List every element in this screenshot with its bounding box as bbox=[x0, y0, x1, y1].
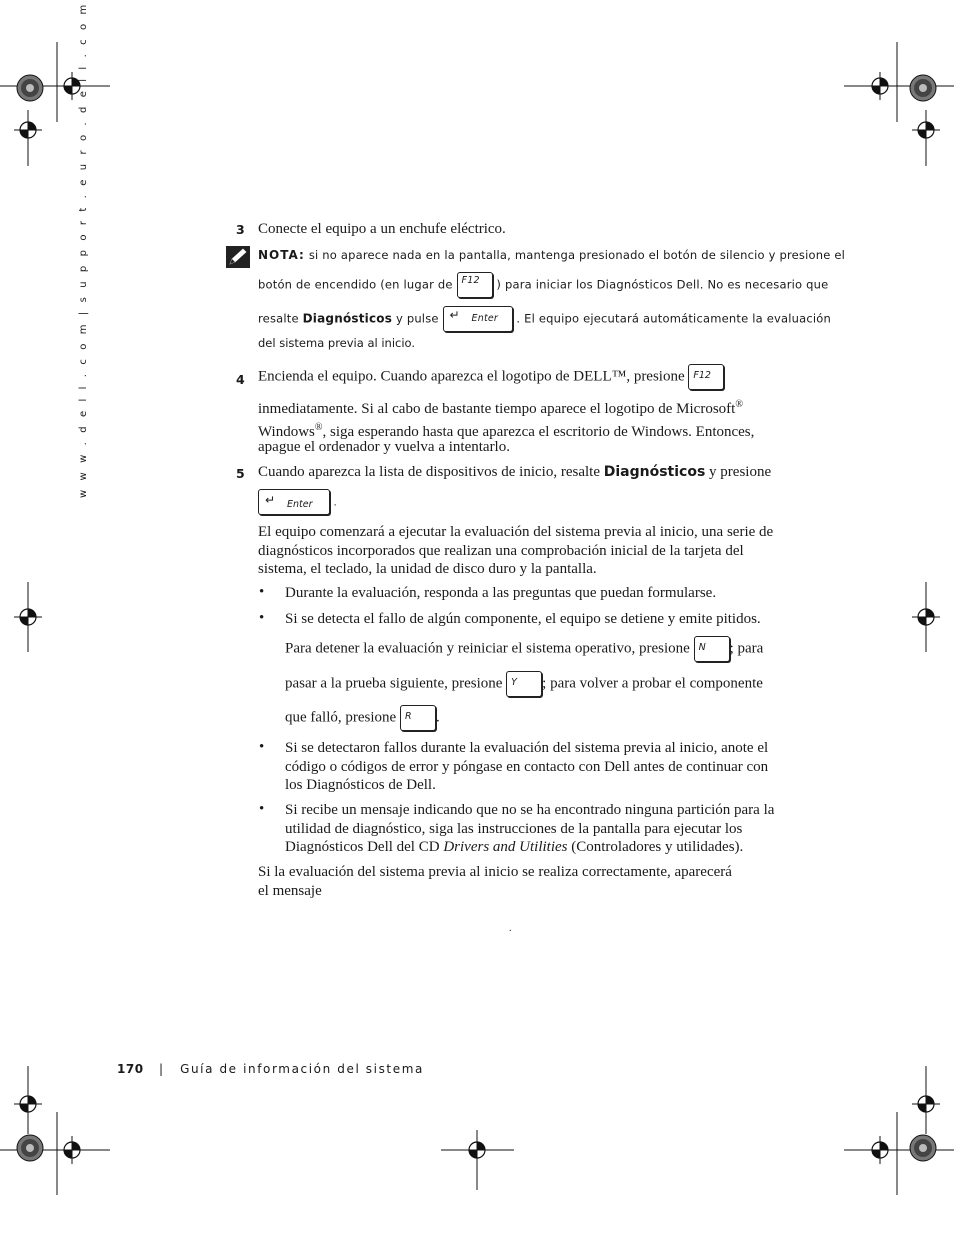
f12-key-icon: F12 bbox=[457, 272, 493, 298]
step-text: Conecte el equipo a un enchufe eléctrico. bbox=[258, 221, 506, 237]
step-number: 3 bbox=[236, 222, 245, 237]
bullet-text: Si se detectaron fallos durante la evaluación del sistema previa al inicio, anote el código o códigos de error y póngase en contacto con Dell antes de continuar con los Diagnósticos de Dell. bbox=[285, 740, 769, 793]
note-line: del sistema previa al inicio. bbox=[258, 336, 416, 350]
footer-separator: | bbox=[158, 1062, 165, 1076]
note-pencil-icon bbox=[226, 246, 250, 268]
bullet-text: que falló, presione R . bbox=[285, 705, 440, 731]
step-text: Encienda el equipo. Cuando aparezca el logotipo de DELL™, presione F12 bbox=[258, 364, 724, 390]
bullet-marker: • bbox=[259, 801, 265, 817]
footer-title: Guía de información del sistema bbox=[180, 1062, 424, 1076]
step-number: 4 bbox=[236, 372, 245, 387]
bullet-marker: • bbox=[259, 584, 265, 600]
stray-dot: . bbox=[509, 923, 512, 934]
n-key-icon: N bbox=[694, 636, 730, 662]
step-text: Windows®, siga esperando hasta que aparezca el escritorio de Windows. Entonces, bbox=[258, 422, 755, 440]
f12-key-icon: F12 bbox=[688, 364, 724, 390]
bullet-text: Durante la evaluación, responda a las preguntas que puedan formularse. bbox=[285, 585, 717, 601]
bullet-marker: • bbox=[259, 739, 265, 755]
note-label: NOTA: bbox=[258, 248, 305, 262]
page-number: 170 bbox=[117, 1062, 144, 1076]
closing-paragraph: Si la evaluación del sistema previa al inicio se realiza correctamente, aparecerá el mensaje bbox=[258, 864, 732, 899]
bullet-text: Si recibe un mensaje indicando que no se ha encontrado ninguna partición para la utilidad de diagnóstico, siga las instrucciones de la pantalla para ejecutar los Diagnósticos Dell del CD Drivers and Utilities (Controladores y utilidades). bbox=[285, 802, 775, 855]
y-key-icon: Y bbox=[506, 671, 542, 697]
step-number: 5 bbox=[236, 466, 245, 481]
step-text: ↵ Enter . bbox=[258, 489, 337, 515]
note-line: resalte Diagnósticos y pulse ↵ Enter . El equipo ejecutará automáticamente la evaluación bbox=[258, 306, 831, 332]
bullet-text: pasar a la prueba siguiente, presione Y ; para volver a probar el componente bbox=[285, 671, 763, 697]
step-text: apague el ordenador y vuelva a intentarlo. bbox=[258, 439, 510, 455]
step-text: Cuando aparezca la lista de dispositivos de inicio, resalte Diagnósticos y presione bbox=[258, 464, 772, 480]
enter-key-icon: ↵ Enter bbox=[258, 489, 330, 515]
page-footer bbox=[117, 1062, 424, 1076]
step-text: inmediatamente. Si al cabo de bastante tiempo aparece el logotipo de Microsoft® bbox=[258, 399, 743, 417]
bullet-text: Si se detecta el fallo de algún componente, el equipo se detiene y emite pitidos. bbox=[285, 611, 761, 627]
sidebar-url: w w w . d e l l . c o m | s u p p o r t . e u r o . d e l l . c o m bbox=[78, 1, 89, 498]
enter-key-icon: ↵ Enter bbox=[443, 306, 513, 332]
paragraph: El equipo comenzará a ejecutar la evaluación del sistema previa al inicio, una serie de diagnósticos incorporados que realizan una comprobación inicial de la tarjeta del sistema, el teclado, la unidad de disco duro y la pantalla. bbox=[258, 524, 774, 577]
bullet-text: Para detener la evaluación y reiniciar el sistema operativo, presione N ; para bbox=[285, 636, 763, 662]
note-line: NOTA: si no aparece nada en la pantalla, mantenga presionado el botón de silencio y presione el bbox=[258, 248, 846, 262]
bullet-marker: • bbox=[259, 610, 265, 626]
note-line: botón de encendido (en lugar de F12 ) para iniciar los Diagnósticos Dell. No es necesario que bbox=[258, 272, 828, 298]
r-key-icon: R bbox=[400, 705, 436, 731]
